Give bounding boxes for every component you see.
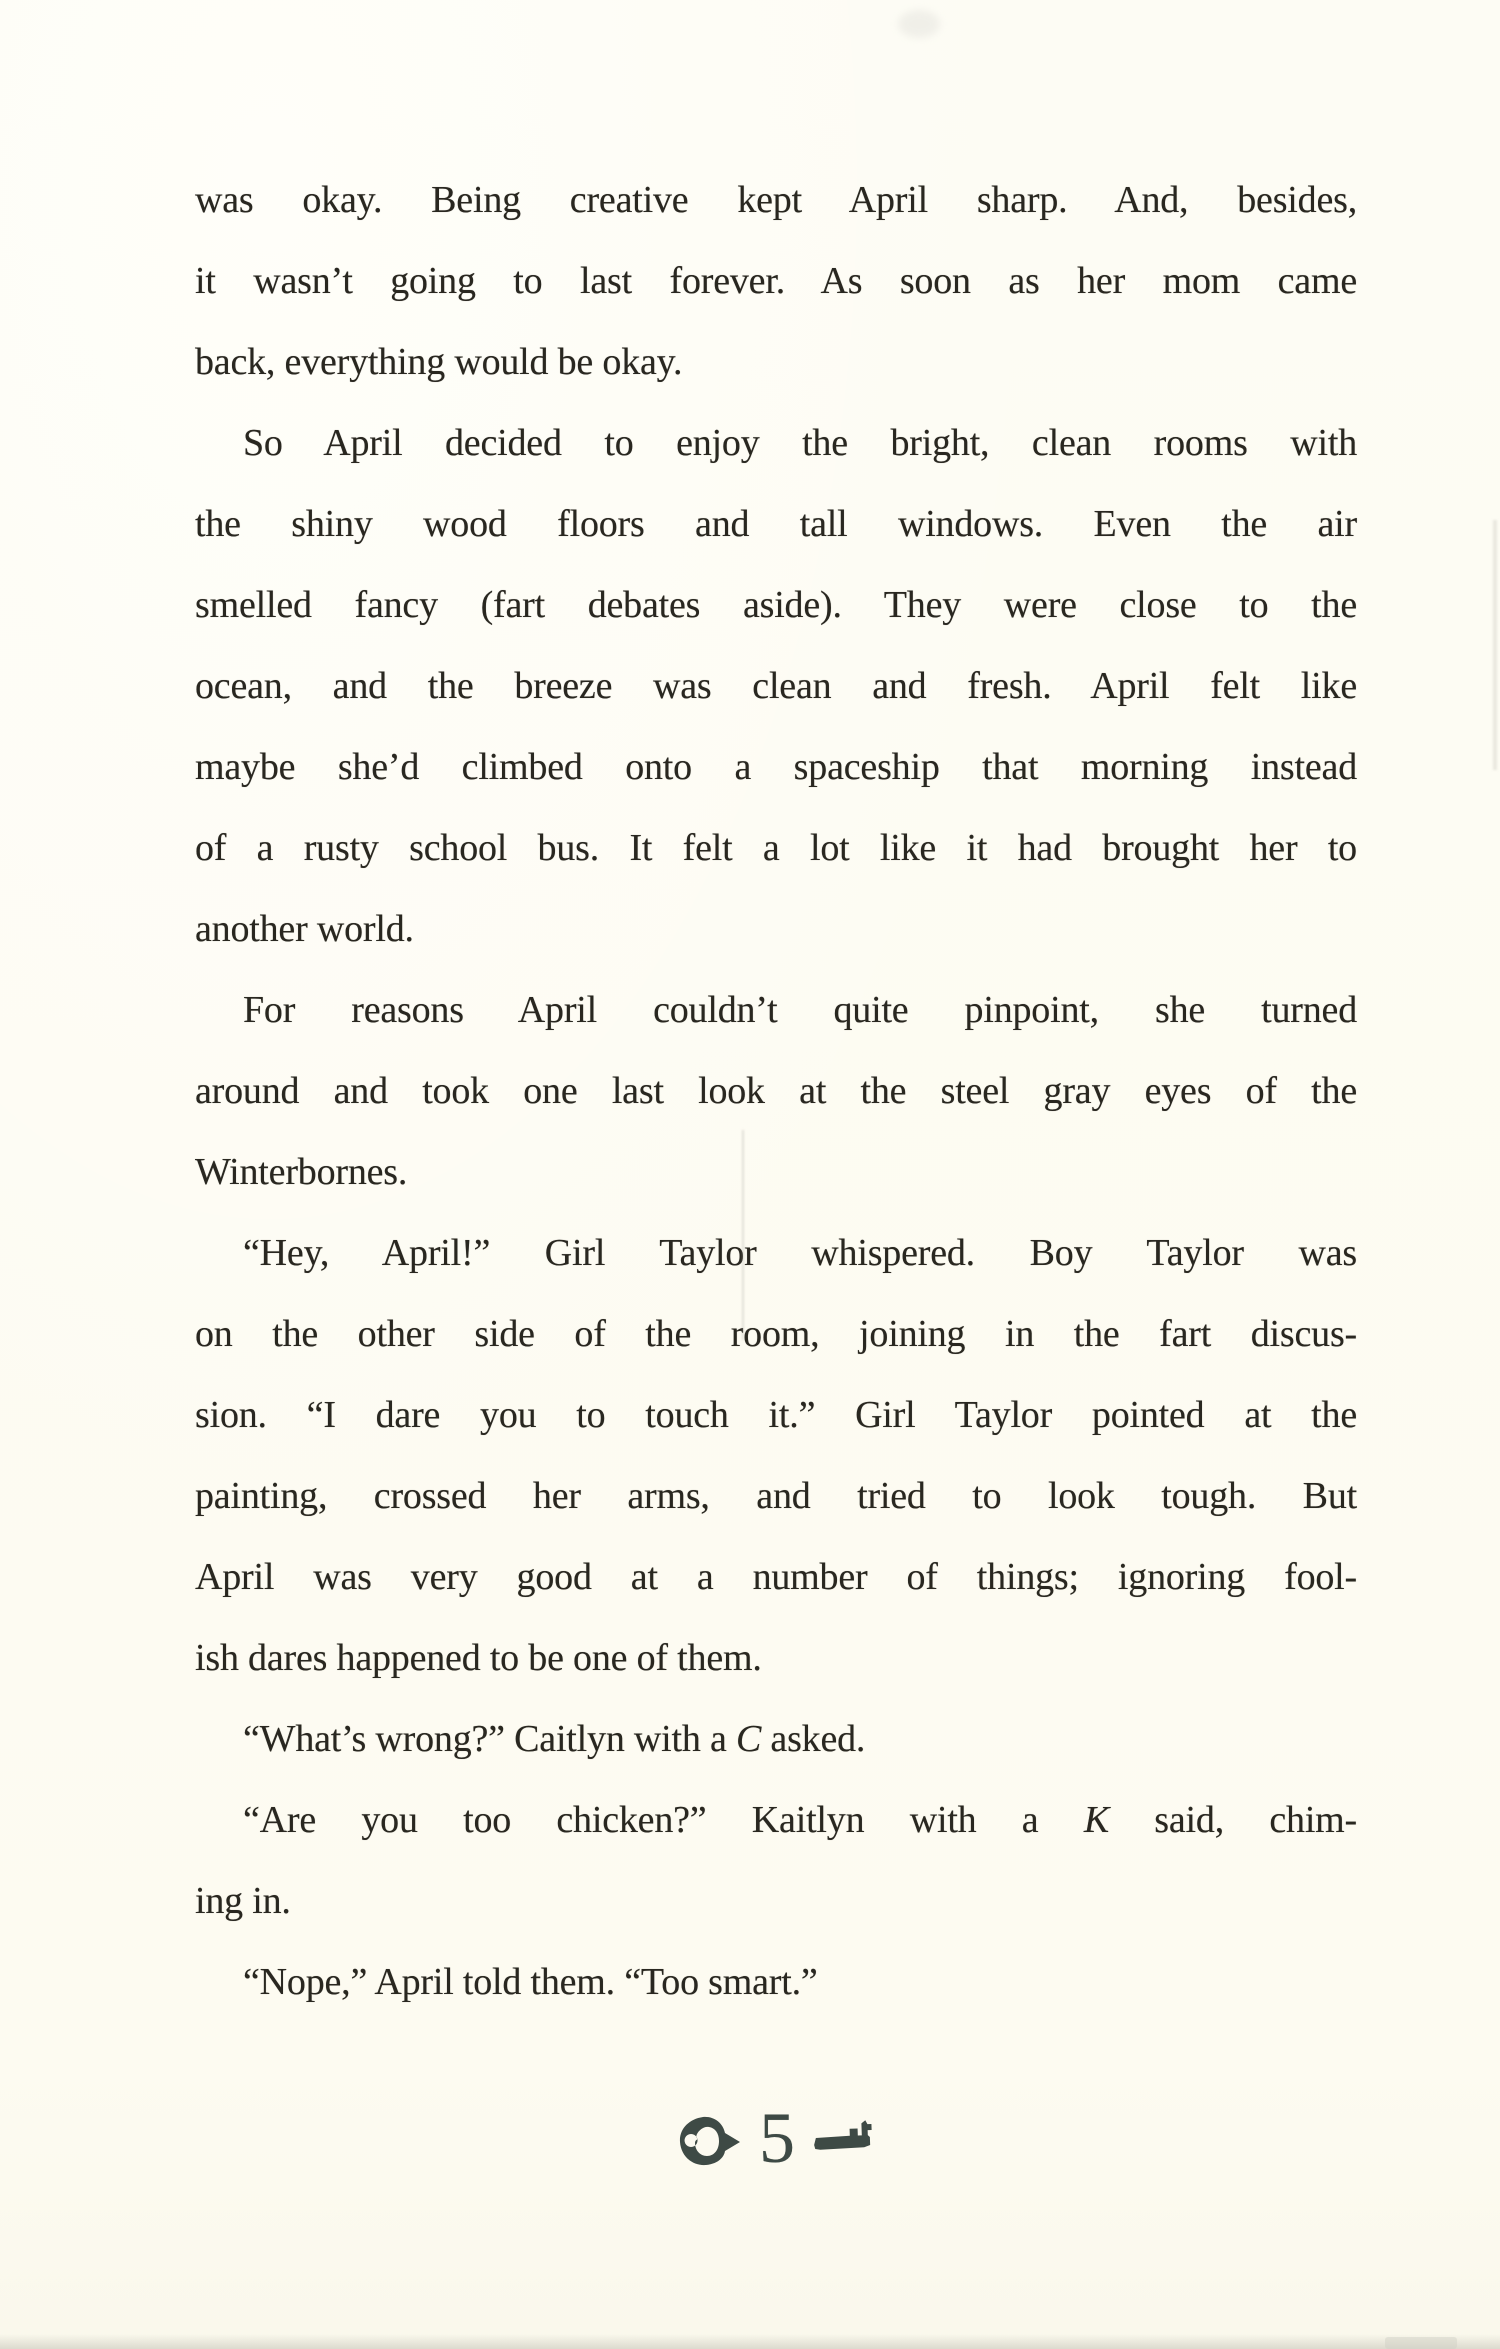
text-line: ing in. xyxy=(195,1880,291,1922)
page-number: 5 xyxy=(759,2098,795,2178)
scan-smudge-artifact xyxy=(898,10,940,38)
text-line: “Hey, April!” Girl Taylor whispered. Boy Taylor was xyxy=(243,1232,1357,1274)
scan-crease-artifact xyxy=(742,1130,744,1340)
text-segment: “What’s wrong?” Caitlyn with a xyxy=(243,1718,736,1760)
text-line: sion. “I dare you to touch it.” Girl Taylor pointed at the xyxy=(195,1394,1357,1436)
text-line: painting, crossed her arms, and tried to look tough. But xyxy=(195,1475,1357,1517)
text-line: For reasons April couldn’t quite pinpoint, she turned xyxy=(243,989,1357,1031)
scan-corner-artifact xyxy=(1385,2337,1457,2349)
text-segment: asked. xyxy=(761,1718,866,1760)
page-footer xyxy=(26,2098,1500,2180)
text-line: “Nope,” April told them. “Too smart.” xyxy=(243,1961,818,2003)
scan-edge-artifact xyxy=(1493,520,1497,770)
text-line: April was very good at a number of things; ignoring fool- xyxy=(195,1556,1357,1598)
text-line: Winterbornes. xyxy=(195,1151,408,1193)
text-line: another world. xyxy=(195,908,414,950)
text-line: maybe she’d climbed onto a spaceship that morning instead xyxy=(195,746,1357,788)
scan-bottom-shadow xyxy=(0,2334,1500,2349)
text-line xyxy=(195,1699,1357,1780)
text-line: it wasn’t going to last forever. As soon as her mom came xyxy=(195,260,1357,302)
key-bit-icon xyxy=(811,2116,874,2158)
text-line: ocean, and the breeze was clean and fresh. April felt like xyxy=(195,665,1357,707)
text-line: of a rusty school bus. It felt a lot like it had brought her to xyxy=(195,827,1357,869)
italic-letter: K xyxy=(1083,1799,1109,1841)
key-bow-icon xyxy=(678,2114,742,2169)
text-line: ish dares happened to be one of them. xyxy=(195,1637,762,1679)
text-line: the shiny wood floors and tall windows. Even the air xyxy=(195,503,1357,545)
text-line: smelled fancy (fart debates aside). They were close to the xyxy=(195,584,1357,626)
text-line: around and took one last look at the steel gray eyes of the xyxy=(195,1070,1357,1112)
text-line: was okay. Being creative kept April sharp. And, besides, xyxy=(195,179,1357,221)
text-line: back, everything would be okay. xyxy=(195,341,683,383)
italic-letter: C xyxy=(735,1718,762,1760)
page-text xyxy=(195,160,1357,2023)
text-line: So April decided to enjoy the bright, clean rooms with xyxy=(243,422,1357,464)
text-line xyxy=(195,1780,1357,1861)
text-segment: “Are you too chicken?” Kaitlyn with a xyxy=(243,1799,1084,1841)
text-segment: said, chim- xyxy=(1108,1799,1357,1841)
text-line: on the other side of the room, joining in the fart discus- xyxy=(195,1313,1357,1355)
